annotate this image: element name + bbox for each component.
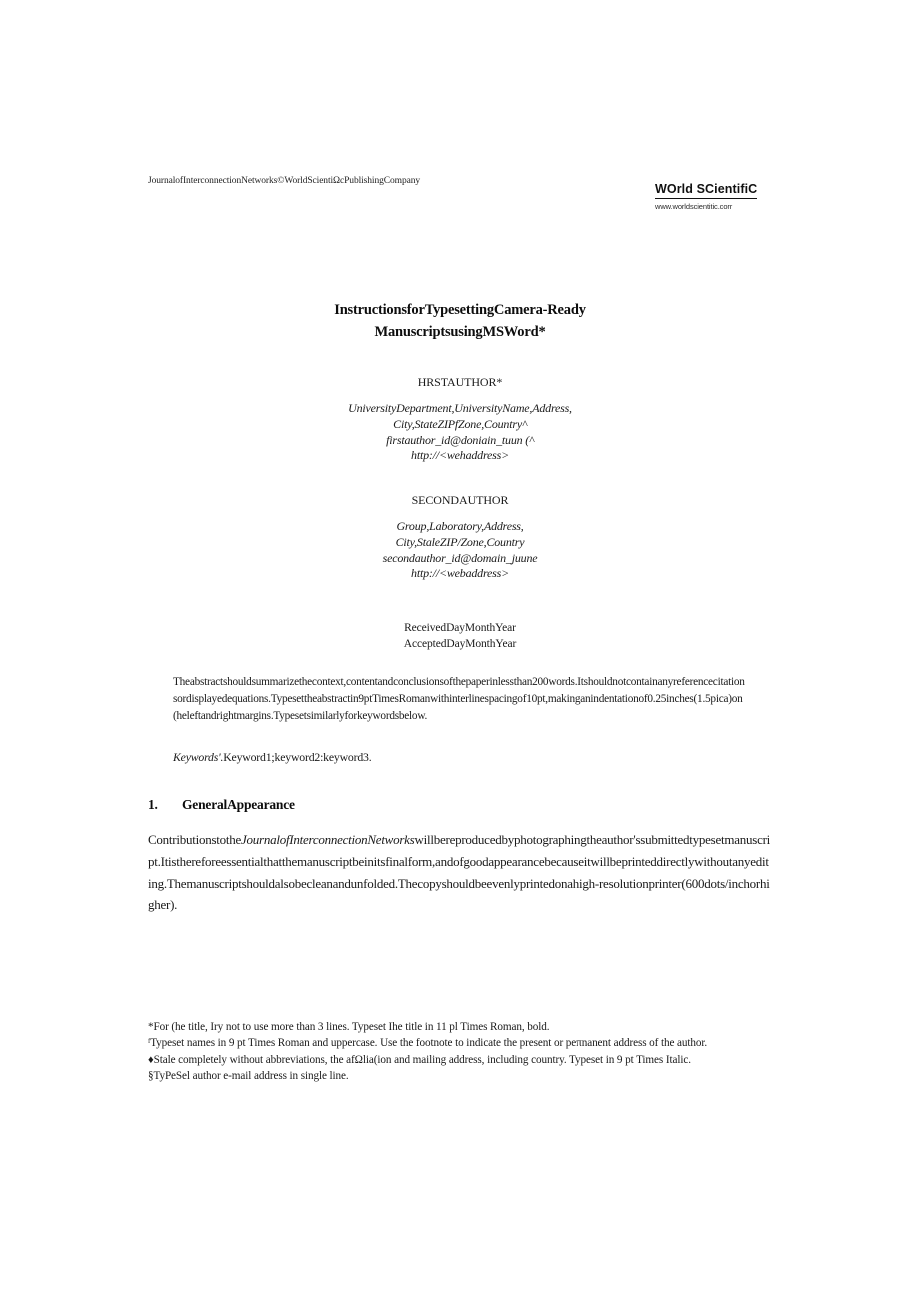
publisher-logo xyxy=(655,180,757,211)
author-affiliation-first xyxy=(0,401,920,464)
keywords-line xyxy=(173,750,747,765)
page-title-line-1: InstructionsforTypesettingCamera-Ready xyxy=(334,302,586,318)
author-affiliation-second xyxy=(0,519,920,582)
received-date: ReceivedDayMonthYear xyxy=(404,622,516,634)
affiliation-line: UniversityDepartment,UniversityName,Address, xyxy=(348,401,572,415)
body-text-prefix: Contributionstothe xyxy=(148,832,241,847)
footnotes-block xyxy=(148,1019,763,1084)
abstract-paragraph: Theabstractshouldsummarizethecontext,contentandconclusionsofthepaperinlessthan200words.Itshouldnotcontainanyreferencecitationsordisplayedequations.Typesettheabstractin9ptTimesRomanwithinterlinespacingof10pt,makinganindentationof0.25inches(1.5pica)on(heleftandrightmargins.Typesetsimilarlyforkeywordsbelow. xyxy=(173,676,745,723)
affiliation-email: firstauthor_id@doniain_tuun (^ xyxy=(386,432,534,447)
affiliation-email: secondauthor_id@domain_juune xyxy=(382,550,538,565)
author-name-second: SECONDAUTHOR xyxy=(411,493,509,507)
footnote-item: §TyPeSel author e-mail address in single line. xyxy=(148,1070,349,1083)
publisher-logo-name: WOrld SCientifiC xyxy=(655,183,757,199)
accepted-date: AcceptedDayMonthYear xyxy=(403,638,517,651)
page-title-line-2: ManuscriptsusingMSWord* xyxy=(374,324,546,341)
affiliation-url: http://<wehaddress> xyxy=(411,448,509,463)
keywords-label: Keywords'. xyxy=(173,750,224,764)
body-paragraph xyxy=(148,829,771,916)
publisher-logo-url: www.worldscientitic.corr xyxy=(655,201,733,211)
affiliation-line: City,StateZIPfZone,Country^ xyxy=(393,416,527,431)
affiliation-line: Group,Laboratory,Address, xyxy=(396,519,524,533)
body-text-suffix: willbereproducedbyphotographingtheauthor'ssubmittedtypesetmanuscript.Itisthereforeessentialthatthemanuscriptbeinitsfinalform,andofgoodappearancebecauseitwillbeprinteddirectlywithoutanyediting.Themanuscriptshouldalsobecleanandunfolded.Thecopyshouldbeevenlyprintedonahigh-resolutionprinter(600dots/inchorhigher). xyxy=(148,832,771,913)
footnote-item: ᶠTypeset names in 9 pt Times Roman and uppercase. Use the footnote to indicate the present or peπnanent address of the author. xyxy=(148,1037,708,1050)
journal-name: JournalofInterconnectionNetworks xyxy=(241,832,415,847)
footnote-item: *For (he title, Iry not to use more than 3 lines. Typeset Ihe title in 11 pl Times Roman, bold. xyxy=(148,1021,550,1033)
running-head: JournalofInterconnectionNetworks©WorldScientiΩcPublishingCompany xyxy=(148,176,421,186)
affiliation-line: City,StaleZIP/Zone,Country xyxy=(395,534,525,549)
section-number: 1. xyxy=(148,797,158,812)
author-block-first xyxy=(0,375,920,464)
affiliation-url: http://<webaddress> xyxy=(411,566,509,581)
keywords-value: Keyword1;keyword2:keyword3. xyxy=(223,750,372,764)
section-heading-1 xyxy=(148,797,295,813)
page-title xyxy=(0,299,920,344)
author-block-second xyxy=(0,493,920,582)
footnote-item: ♦Stale completely without abbreviations, the afΩlia(ion and mailing address, including country. Typeset in 9 pt Times Italic. xyxy=(148,1053,691,1066)
submission-dates xyxy=(0,620,920,653)
section-title: GeneralAppearance xyxy=(182,797,295,812)
author-name-first: HRSTAUTHOR* xyxy=(417,375,503,389)
